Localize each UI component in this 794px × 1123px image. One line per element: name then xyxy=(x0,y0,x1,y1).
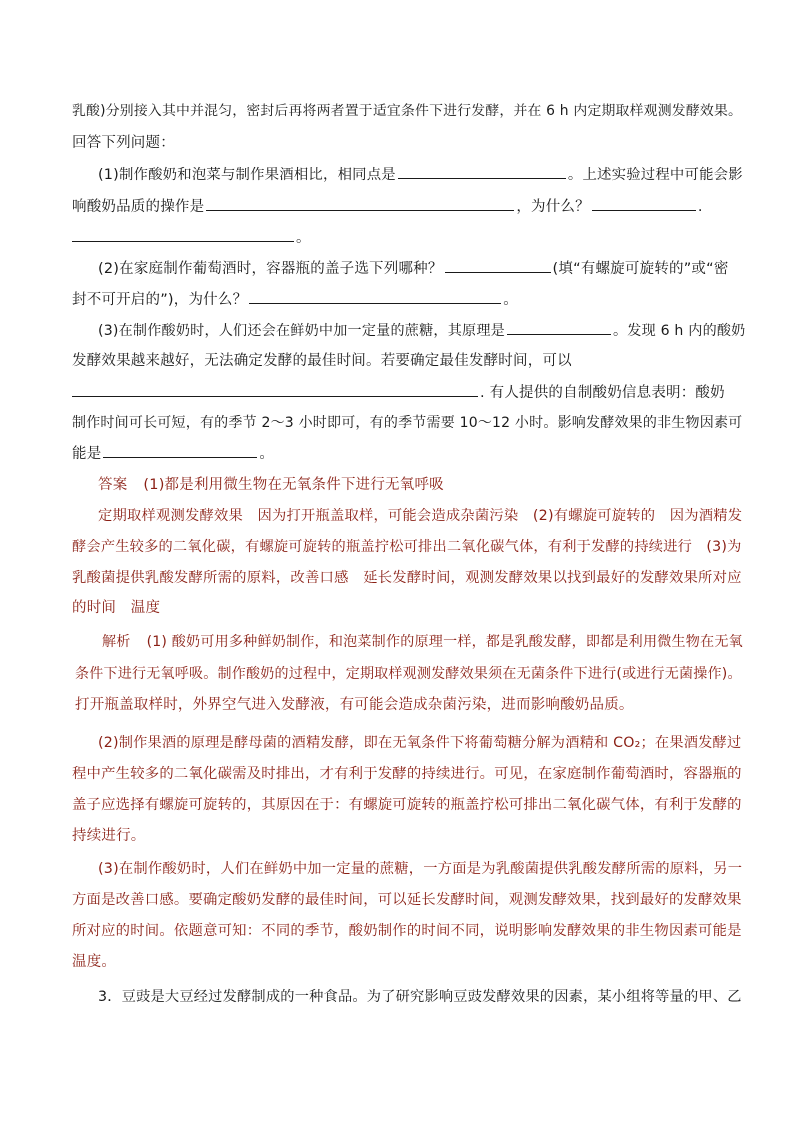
question-1-text-d: ，为什么？ xyxy=(516,199,590,215)
question-1-text-c: 响酸奶品质的操作是 xyxy=(72,199,205,215)
answer-line-4: 乳酸菌提供乳酸发酵所需的原料，改善口感 延长发酵时间，观测发酵效果以找到最好的发酵效果所对应 xyxy=(72,570,742,586)
answer-blank[interactable] xyxy=(103,443,257,458)
analysis-text-1: (1) 酸奶可用多种鲜奶制作，和泡菜制作的原理一样，都是乳酸发酵，即都是利用微生物在无氧 xyxy=(146,634,743,650)
answer-blank[interactable] xyxy=(398,164,566,179)
analysis-p2-line-4: 持续进行。 xyxy=(72,828,146,844)
question-2-line-2 xyxy=(72,289,518,310)
analysis-p3-line-2: 方面是改善口感。要确定酸奶发酵的最佳时间，可以延长发酵时间，观测发酵效果，找到最好的发酵效果 xyxy=(72,892,742,908)
answer-line-2: 定期取样观测发酵效果 因为打开瓶盖取样，可能会造成杂菌污染 (2)有螺旋可旋转的 因为酒精发 xyxy=(98,508,743,524)
analysis-label: 解析 xyxy=(102,634,131,650)
answer-label: 答案 xyxy=(98,477,128,493)
question-3-line-5 xyxy=(72,443,274,464)
answer-line-5: 的时间 温度 xyxy=(72,600,161,616)
question-1-line-3 xyxy=(72,227,311,248)
analysis-p3-line-3: 所对应的时间。依题意可知：不同的季节，酸奶制作的时间不同，说明影响发酵效果的非生物因素可能是 xyxy=(72,923,742,939)
answer-blank[interactable] xyxy=(206,196,514,211)
analysis-p1-line-2: 条件下进行无氧呼吸。制作酸奶的过程中，定期取样观测发酵效果须在无菌条件下进行(或进行无菌操作)。 xyxy=(75,666,742,682)
analysis-p3-line-4: 温度。 xyxy=(72,954,117,970)
question-3-text-f: 能是 xyxy=(72,446,102,462)
analysis-p2-line-1: (2)制作果酒的原理是酵母菌的酒精发酵，即在无氧条件下将葡萄糖分解为酒精和 CO₂；在果酒发酵过 xyxy=(98,735,742,751)
question-1-text-e: . xyxy=(697,199,703,215)
question-3-text-a: (3)在制作酸奶时，人们还会在鲜奶中加一定量的蔗糖，其原理是 xyxy=(98,323,505,339)
question-2-text-d: 。 xyxy=(503,292,518,308)
analysis-p2-line-2: 程中产生较多的二氧化碳需及时排出，才有利于发酵的持续进行。可见，在家庭制作葡萄酒时，容器瓶的 xyxy=(72,766,742,782)
question-3-line-4: 制作时间可长可短，有的季节 2～3 小时即可，有的季节需要 10～12 小时。影响发酵效果的非生物因素可 xyxy=(72,415,743,431)
answer-line-3: 酵会产生较多的二氧化碳，有螺旋可旋转的瓶盖拧松可排出二氧化碳气体，有利于发酵的持续进行 (3)为 xyxy=(72,539,742,555)
question-3-text-d: . 有人提供的自制酸奶信息表明：酸奶 xyxy=(480,385,725,401)
question-3-line-2: 发酵效果越来越好，无法确定发酵的最佳时间。若要确定最佳发酵时间，可以 xyxy=(72,353,572,369)
answer-line-1 xyxy=(98,475,444,495)
question-1-text-b: 。上述实验过程中可能会影 xyxy=(567,167,743,183)
question-2-text-a: (2)在家庭制作葡萄酒时，容器瓶的盖子选下列哪种？ xyxy=(98,261,443,277)
answer-blank[interactable] xyxy=(72,227,294,242)
answer-blank[interactable] xyxy=(249,289,501,304)
analysis-p1-line-1 xyxy=(102,632,743,652)
question-1-text-f: 。 xyxy=(296,230,311,246)
question-2-text-c: 封不可开启的”)，为什么？ xyxy=(72,292,248,308)
next-question-line: 3．豆豉是大豆经过发酵制成的一种食品。为了研究影响豆豉发酵效果的因素，某小组将等量的甲、乙 xyxy=(98,989,742,1005)
question-intro-line-2: 回答下列问题： xyxy=(72,135,175,151)
analysis-p2-line-3: 盖子应选择有螺旋可旋转的，其原因在于：有螺旋可旋转的瓶盖拧松可排出二氧化碳气体，有利于发酵的 xyxy=(72,797,742,813)
analysis-p3-line-1: (3)在制作酸奶时，人们在鲜奶中加一定量的蔗糖，一方面是为乳酸菌提供乳酸发酵所需的原料，另一 xyxy=(98,861,743,877)
question-3-text-b: 。发现 6 h 内的酸奶 xyxy=(612,323,746,339)
question-intro-line-1: 乳酸)分别接入其中并混匀，密封后再将两者置于适宜条件下进行发酵，并在 6 h 内定期取样观测发酵效果。 xyxy=(72,103,743,119)
question-3-text-g: 。 xyxy=(259,446,275,462)
answer-blank[interactable] xyxy=(507,320,611,335)
question-2-text-b: (填“有螺旋可旋转的”或“密 xyxy=(552,261,729,277)
question-3-line-3 xyxy=(72,382,725,403)
analysis-p1-line-3: 打开瓶盖取样时，外界空气进入发酵液，有可能会造成杂菌污染，进而影响酸奶品质。 xyxy=(75,697,634,713)
question-1-text-a: (1)制作酸奶和泡菜与制作果酒相比，相同点是 xyxy=(98,167,396,183)
question-1-line-1 xyxy=(98,164,743,185)
question-1-line-2 xyxy=(72,196,703,217)
answer-text-1: (1)都是利用微生物在无氧条件下进行无氧呼吸 xyxy=(143,477,444,493)
answer-blank[interactable] xyxy=(592,196,696,211)
answer-blank[interactable] xyxy=(72,382,478,397)
question-2-line-1 xyxy=(98,258,729,279)
question-3-line-1 xyxy=(98,320,746,341)
answer-blank[interactable] xyxy=(445,258,551,273)
